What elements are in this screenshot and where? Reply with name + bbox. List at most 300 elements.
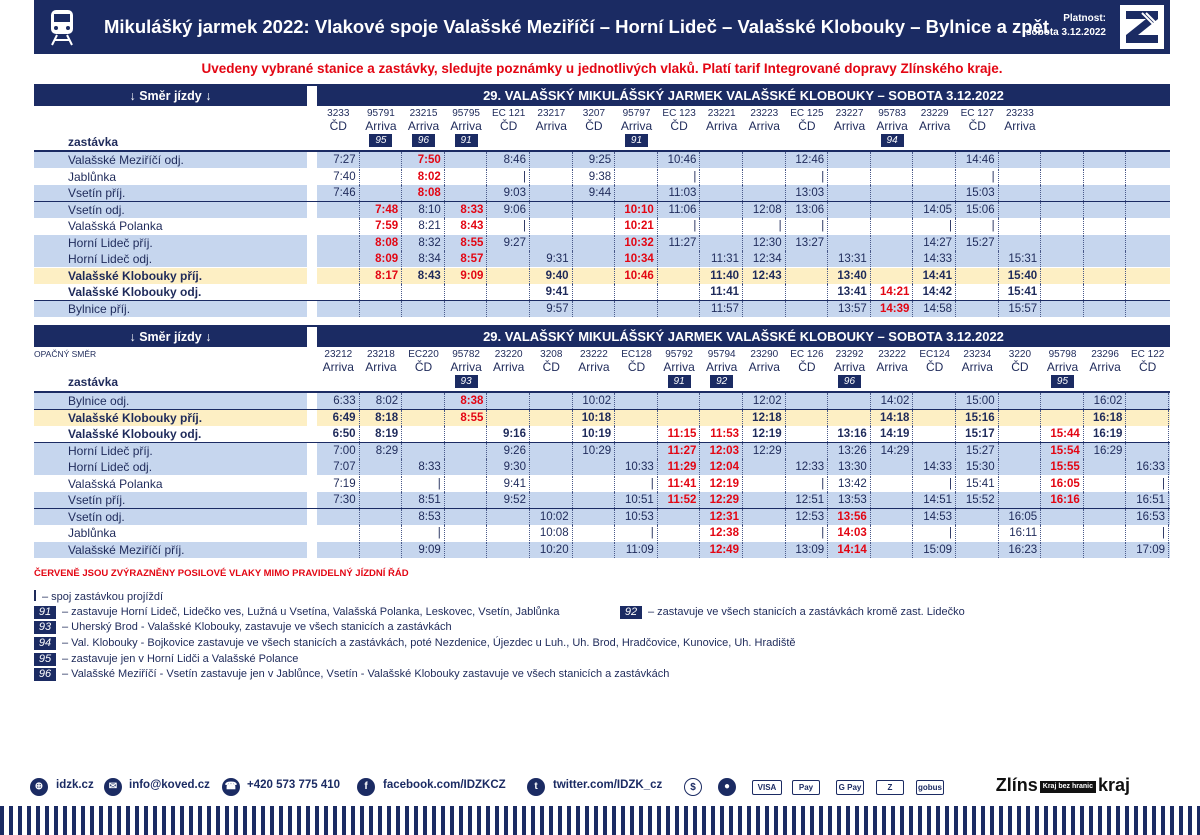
- time-cell: 15:31: [999, 251, 1042, 267]
- time-cell: [913, 426, 956, 442]
- stop-name: Horní Lideč odj.: [68, 252, 153, 266]
- time-cell: [1041, 152, 1084, 168]
- time-cell: 17:09: [1126, 542, 1169, 558]
- time-cell: 13:56: [828, 509, 871, 525]
- stop-name: Valašská Polanka: [68, 219, 163, 233]
- time-cell: 15:27: [956, 235, 999, 251]
- time-cell: [530, 169, 573, 185]
- time-cell: [871, 492, 914, 508]
- time-cell: 10:02: [573, 393, 616, 409]
- table-row: [34, 476, 1170, 492]
- table-row: [34, 525, 1170, 541]
- stop-name: Valašské Meziříčí příj.: [68, 542, 185, 557]
- train-operator: Arriva: [578, 360, 610, 374]
- train-number: 3207: [582, 108, 606, 119]
- time-cell: 9:25: [573, 152, 616, 168]
- time-cell: [1084, 218, 1127, 234]
- idzk-card-badge: Z: [876, 780, 904, 795]
- train-note-badge: 92: [710, 375, 733, 388]
- table-row: [34, 393, 1170, 409]
- train-header: [573, 107, 616, 133]
- time-cell: |: [913, 525, 956, 541]
- footer-web-link[interactable]: idzk.cz: [56, 779, 94, 791]
- table-row: [34, 443, 1170, 459]
- train-note-badge: 91: [455, 134, 478, 147]
- time-cell: |: [786, 169, 829, 185]
- zlin-logo-left: Zlíns: [995, 775, 1038, 795]
- time-cell: 14:29: [871, 443, 914, 459]
- table-row: [34, 169, 1170, 185]
- time-cell: 9:52: [487, 492, 530, 508]
- train-header: [402, 348, 445, 374]
- time-cell: 16:05: [1041, 476, 1084, 492]
- time-cell: [1041, 410, 1084, 426]
- legend-text: – Valašské Meziříčí - Vsetín zastavuje jen v Jablůnce, Vsetín - Valašské Klobouky zastavuje ve všech stanicích a zastávkách: [62, 668, 670, 680]
- train-operator: ČD: [798, 360, 816, 374]
- time-cell: 13:57: [828, 301, 871, 317]
- time-cell: 13:41: [828, 284, 871, 300]
- time-cell: [530, 202, 573, 218]
- train-header: [317, 348, 360, 374]
- time-cell: [743, 542, 786, 558]
- time-cell: 9:26: [487, 443, 530, 459]
- train-number: EC 122: [1131, 349, 1165, 360]
- legend-item: [34, 620, 452, 634]
- time-cell: 16:33: [1126, 459, 1169, 475]
- time-cell: [999, 426, 1042, 442]
- time-cell: 14:51: [913, 492, 956, 508]
- time-cell: [615, 443, 658, 459]
- train-number: 23218: [366, 349, 395, 360]
- time-cell: [999, 443, 1042, 459]
- time-cell: [1084, 525, 1127, 541]
- time-cell: [615, 426, 658, 442]
- stop-name: Valašská Polanka: [68, 476, 163, 491]
- time-cell: 7:27: [317, 152, 360, 168]
- train-header: [445, 107, 488, 147]
- column-gap: [307, 476, 317, 492]
- train-operator: Arriva: [919, 119, 951, 133]
- train-number: 23233: [1005, 108, 1034, 119]
- train-operator: Arriva: [365, 360, 397, 374]
- train-number: 23223: [750, 108, 779, 119]
- train-number: EC 123: [662, 108, 696, 119]
- train-number: 3220: [1008, 349, 1032, 360]
- timetable-outbound: [34, 84, 1170, 320]
- time-cell: 14:05: [913, 202, 956, 218]
- time-cell: [615, 410, 658, 426]
- time-cell: 13:03: [786, 185, 829, 201]
- time-cell: [445, 525, 488, 541]
- time-cell: [1041, 509, 1084, 525]
- train-operator: Arriva: [876, 119, 908, 133]
- train-header: [530, 107, 573, 133]
- time-cell: [743, 284, 786, 300]
- time-cell: [487, 542, 530, 558]
- stop-name: Horní Lideč odj.: [68, 460, 153, 474]
- time-cell: 14:18: [871, 410, 914, 426]
- table-row: [34, 152, 1170, 168]
- train-operator: ČD: [670, 119, 688, 133]
- legend-text: – zastavuje Horní Lideč, Lidečko ves, Lužná u Vsetína, Valašská Polanka, Leskovec, Vsetín, Jablůnka: [62, 606, 560, 618]
- time-cell: 7:00: [317, 443, 360, 459]
- time-cell: [1084, 301, 1127, 317]
- time-cell: [445, 459, 488, 475]
- time-cell: 9:27: [487, 235, 530, 251]
- time-cell: 15:30: [956, 459, 999, 475]
- time-cell: [1041, 268, 1084, 284]
- train-header: [487, 107, 530, 133]
- time-cell: [786, 410, 829, 426]
- time-cell: 14:53: [913, 509, 956, 525]
- validity-label: Platnost:: [1063, 13, 1106, 24]
- time-cell: 8:53: [402, 509, 445, 525]
- train-number: EC128: [621, 349, 652, 360]
- time-cell: [828, 235, 871, 251]
- time-cell: 8:33: [445, 202, 488, 218]
- time-cell: [999, 152, 1042, 168]
- time-cell: [743, 525, 786, 541]
- time-cell: 14:41: [913, 268, 956, 284]
- time-cell: [1084, 202, 1127, 218]
- time-cell: [1084, 251, 1127, 267]
- time-cell: [360, 492, 403, 508]
- time-cell: 8:43: [445, 218, 488, 234]
- time-cell: [999, 202, 1042, 218]
- column-gap: [307, 509, 317, 525]
- time-cell: [743, 169, 786, 185]
- time-cell: [913, 169, 956, 185]
- twitter-icon: t: [527, 778, 545, 796]
- time-cell: [1084, 509, 1127, 525]
- notice-text: Uvedeny vybrané stanice a zastávky, sledujte poznámky u jednotlivých vlaků. Platí tarif Integrované dopravy Zlínského kraje.: [201, 61, 1003, 76]
- legend-pass-item: [34, 590, 163, 604]
- time-cell: 12:02: [743, 393, 786, 409]
- time-cell: 7:40: [317, 169, 360, 185]
- time-cell: [360, 169, 403, 185]
- google-pay-badge: G Pay: [836, 780, 864, 795]
- train-header: [871, 348, 914, 374]
- stop-name: Valašské Meziříčí odj.: [68, 153, 184, 167]
- legend-code-badge: 91: [34, 606, 56, 619]
- train-operator: ČD: [968, 119, 986, 133]
- time-cell: [956, 542, 999, 558]
- time-cell: 8:46: [487, 152, 530, 168]
- time-cell: |: [956, 169, 999, 185]
- legend-code-badge: 95: [34, 653, 56, 666]
- time-cell: [871, 202, 914, 218]
- time-cell: [530, 152, 573, 168]
- time-cell: [999, 410, 1042, 426]
- time-cell: [743, 301, 786, 317]
- time-cell: [573, 476, 616, 492]
- train-operator: Arriva: [535, 119, 567, 133]
- table-row: [34, 492, 1170, 508]
- pass-through-icon: [34, 590, 36, 601]
- train-number: 23220: [494, 349, 523, 360]
- time-cell: 13:27: [786, 235, 829, 251]
- train-number: 95798: [1048, 349, 1077, 360]
- train-operator: Arriva: [748, 360, 780, 374]
- time-cell: [1041, 218, 1084, 234]
- column-gap: [307, 152, 317, 168]
- time-cell: 16:18: [1084, 410, 1127, 426]
- time-cell: [402, 393, 445, 409]
- time-cell: [530, 410, 573, 426]
- time-cell: [317, 525, 360, 541]
- train-operator: Arriva: [450, 119, 482, 133]
- time-cell: 6:50: [317, 426, 360, 442]
- time-cell: [530, 393, 573, 409]
- time-cell: [1084, 185, 1127, 201]
- train-number: 23215: [409, 108, 438, 119]
- time-cell: [573, 251, 616, 267]
- time-cell: 7:59: [360, 218, 403, 234]
- time-cell: 8:09: [360, 251, 403, 267]
- time-cell: 10:34: [615, 251, 658, 267]
- time-cell: [700, 185, 743, 201]
- time-cell: 15:27: [956, 443, 999, 459]
- time-cell: 15:17: [956, 426, 999, 442]
- time-cell: [828, 410, 871, 426]
- time-cell: [530, 426, 573, 442]
- time-cell: 14:58: [913, 301, 956, 317]
- train-note-badge: 95: [369, 134, 392, 147]
- time-cell: 10:46: [658, 152, 701, 168]
- time-cell: [360, 476, 403, 492]
- footer-email-link[interactable]: info@koved.cz: [129, 779, 210, 791]
- train-header: [658, 107, 701, 133]
- legend-text: – Uherský Brod - Valašské Klobouky, zastavuje ve všech stanicích a zastávkách: [62, 621, 452, 633]
- time-cell: [573, 542, 616, 558]
- time-cell: [1041, 235, 1084, 251]
- train-operator: Arriva: [407, 119, 440, 133]
- time-cell: 12:31: [700, 509, 743, 525]
- column-gap: [307, 218, 317, 234]
- time-cell: [871, 185, 914, 201]
- direction-label: ↓ Směr jízdy ↓: [34, 327, 307, 347]
- column-gap: [307, 235, 317, 251]
- time-cell: [317, 235, 360, 251]
- time-cell: 12:33: [786, 459, 829, 475]
- stop-name: Vsetín příj.: [68, 186, 126, 200]
- zlin-logo-right: kraj: [1097, 775, 1130, 795]
- stop-name: Vsetín příj.: [68, 493, 126, 507]
- time-cell: 15:41: [956, 476, 999, 492]
- time-cell: [871, 251, 914, 267]
- time-cell: [530, 185, 573, 201]
- column-gap: [307, 410, 317, 426]
- time-cell: [317, 202, 360, 218]
- train-icon: [40, 5, 84, 49]
- time-cell: 12:08: [743, 202, 786, 218]
- time-cell: 16:23: [999, 542, 1042, 558]
- train-header: [573, 348, 616, 374]
- time-cell: [487, 268, 530, 284]
- opposite-direction-label: OPAČNÝ SMĚR: [34, 349, 97, 359]
- time-cell: 15:09: [913, 542, 956, 558]
- time-cell: [786, 443, 829, 459]
- time-cell: 14:19: [871, 426, 914, 442]
- time-cell: [1041, 525, 1084, 541]
- time-cell: [1041, 185, 1084, 201]
- time-cell: [871, 459, 914, 475]
- legend-item: [34, 605, 560, 619]
- time-cell: [999, 476, 1042, 492]
- time-cell: 7:30: [317, 492, 360, 508]
- time-cell: 13:26: [828, 443, 871, 459]
- train-number: 95782: [452, 349, 480, 360]
- time-cell: [445, 476, 488, 492]
- time-cell: 14:39: [871, 301, 914, 317]
- time-cell: |: [786, 525, 829, 541]
- time-cell: 8:19: [360, 426, 403, 442]
- train-header: [871, 107, 914, 147]
- time-cell: 12:34: [743, 251, 786, 267]
- train-number: 23290: [750, 349, 779, 360]
- zlin-region-logo: [996, 775, 1130, 799]
- time-cell: [1084, 152, 1127, 168]
- time-cell: 15:57: [999, 301, 1042, 317]
- time-cell: |: [615, 525, 658, 541]
- time-cell: [360, 509, 403, 525]
- table-row: [34, 202, 1170, 218]
- stop-column-header: zastávka: [68, 135, 119, 149]
- time-cell: [445, 284, 488, 300]
- column-gap: [307, 284, 317, 300]
- train-header: [913, 348, 956, 374]
- legend-item: [34, 667, 669, 681]
- time-cell: [1084, 268, 1127, 284]
- time-cell: [573, 202, 616, 218]
- train-operator: Arriva: [365, 119, 397, 133]
- train-operator: ČD: [627, 360, 646, 374]
- time-cell: 15:44: [1041, 426, 1084, 442]
- time-cell: [658, 251, 701, 267]
- time-cell: [999, 492, 1042, 508]
- phone-icon: ☎: [222, 778, 240, 796]
- table-row: [34, 542, 1170, 558]
- time-cell: [445, 152, 488, 168]
- column-gap: [307, 169, 317, 185]
- time-cell: [402, 284, 445, 300]
- train-header: [317, 107, 360, 133]
- footer-facebook-link[interactable]: facebook.com/IDZKCZ: [383, 779, 506, 791]
- train-operator: ČD: [926, 360, 944, 374]
- train-number: 23221: [707, 108, 736, 119]
- time-cell: [956, 525, 999, 541]
- column-gap: [307, 301, 317, 317]
- stop-name: Bylnice odj.: [68, 394, 130, 408]
- time-cell: [615, 301, 658, 317]
- table-row: [34, 251, 1170, 267]
- time-cell: [487, 301, 530, 317]
- time-cell: 11:03: [658, 185, 701, 201]
- apple-pay-badge: Pay: [792, 780, 820, 795]
- time-cell: 10:21: [615, 218, 658, 234]
- train-number: 3208: [540, 349, 563, 360]
- decorative-stripes: [0, 806, 1200, 835]
- time-cell: 9:09: [445, 268, 488, 284]
- time-cell: [871, 476, 914, 492]
- time-cell: [317, 509, 360, 525]
- time-cell: 16:02: [1084, 393, 1127, 409]
- time-cell: 9:06: [487, 202, 530, 218]
- time-cell: 10:33: [615, 459, 658, 475]
- time-cell: 13:09: [786, 542, 829, 558]
- train-number: EC220: [408, 349, 439, 360]
- time-cell: [700, 152, 743, 168]
- time-cell: 7:48: [360, 202, 403, 218]
- mastercard-icon: ●: [718, 778, 736, 796]
- footer-phone[interactable]: +420 573 775 410: [247, 779, 341, 791]
- time-cell: 15:52: [956, 492, 999, 508]
- train-operator: ČD: [798, 119, 816, 133]
- time-cell: [956, 509, 999, 525]
- train-operator: Arriva: [450, 360, 482, 374]
- column-gap: [307, 185, 317, 201]
- time-cell: |: [786, 218, 829, 234]
- time-cell: |: [1126, 476, 1169, 492]
- time-cell: [445, 301, 488, 317]
- train-operator: Arriva: [748, 119, 780, 133]
- train-number: 95797: [622, 108, 651, 119]
- stop-name: Valašské Klobouky příj.: [68, 268, 203, 283]
- train-header: [700, 107, 743, 133]
- table-row: [34, 509, 1170, 525]
- time-cell: 10:02: [530, 509, 573, 525]
- footer-twitter-link[interactable]: twitter.com/IDZK_cz: [553, 779, 663, 791]
- time-cell: 7:50: [402, 152, 445, 168]
- time-cell: [360, 152, 403, 168]
- time-cell: 11:57: [700, 301, 743, 317]
- time-cell: [317, 218, 360, 234]
- time-cell: [871, 218, 914, 234]
- time-cell: [445, 169, 488, 185]
- time-cell: [700, 393, 743, 409]
- time-cell: 8:18: [360, 410, 403, 426]
- time-cell: 8:34: [402, 251, 445, 267]
- time-cell: [530, 235, 573, 251]
- time-cell: 11:53: [700, 426, 743, 442]
- time-cell: [1084, 492, 1127, 508]
- train-operator: ČD: [1011, 360, 1029, 374]
- globe-icon: ⊕: [30, 778, 48, 796]
- time-cell: 9:41: [487, 476, 530, 492]
- time-cell: 12:04: [700, 459, 743, 475]
- time-cell: 8:33: [402, 459, 445, 475]
- time-cell: [871, 152, 914, 168]
- train-number: 23234: [963, 349, 992, 360]
- time-cell: 15:41: [999, 284, 1042, 300]
- time-cell: [1084, 235, 1127, 251]
- time-cell: 10:20: [530, 542, 573, 558]
- time-cell: [487, 251, 530, 267]
- stop-name: Bylnice příj.: [68, 301, 131, 316]
- time-cell: [360, 459, 403, 475]
- time-cell: [317, 251, 360, 267]
- legend-text: – Val. Klobouky - Bojkovice zastavuje ve všech stanicích a zastávkách, poté Nezdenice, Újezdec u Luh., Uh. Brod, Hradčovice, Kunovice, Uh. Hradiště: [62, 637, 796, 649]
- legend-text: – zastavuje jen v Horní Lidči a Valašské Polance: [62, 653, 299, 665]
- train-operator: ČD: [542, 360, 560, 374]
- time-cell: [573, 235, 616, 251]
- time-cell: [1041, 542, 1084, 558]
- train-header: [1041, 348, 1084, 388]
- train-operator: ČD: [329, 119, 347, 133]
- train-number: 23227: [835, 108, 864, 119]
- time-cell: 8:57: [445, 251, 488, 267]
- time-cell: 11:27: [658, 235, 701, 251]
